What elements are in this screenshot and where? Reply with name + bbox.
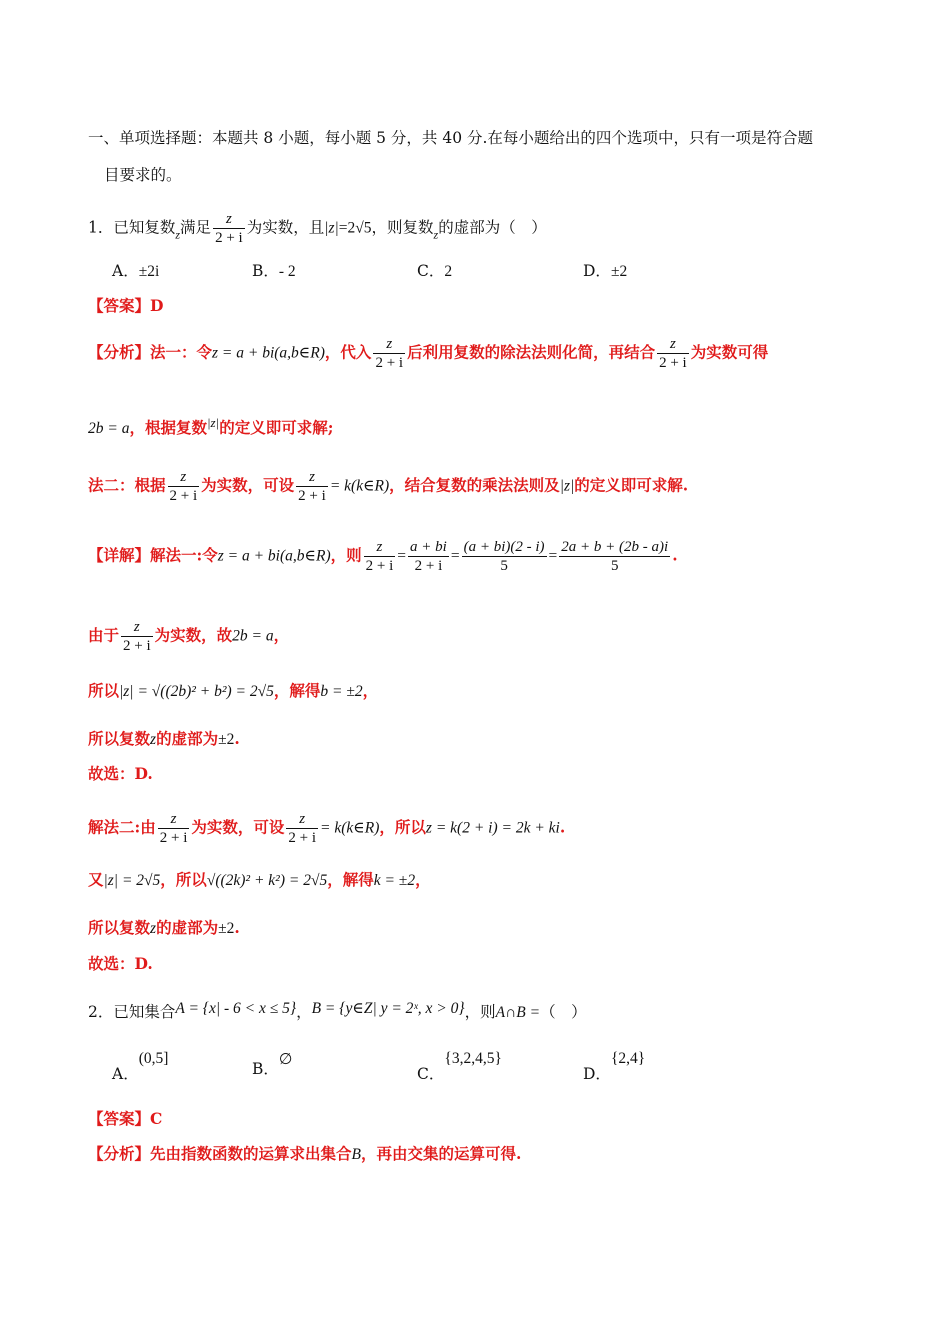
q1-stem: 1．已知复数$_z$满足 $\frac{z}{2 + i}$ 为实数，且|z|=2√5，则复数$_z$的虚部为（ ）: [88, 211, 547, 246]
q1-method2-line1: 解法二:由 $\frac{z}{2 + i}$ 为实数，可设 $\frac{z}{2 + i}$ = k(k∈R)，所以z = k(2 + i) = 2k + ki.: [88, 811, 566, 846]
q1-choose1: 故选：D.: [88, 764, 153, 783]
q1-analysis-line2: 2b = a，根据复数$^{|z|}$的定义即可求解;: [88, 415, 334, 437]
q1-so-line3: 所以复数z的虚部为±2.: [88, 918, 240, 937]
q1-since-line: 由于 $\frac{z}{2 + i}$ 为实数，故2b = a，: [88, 619, 290, 654]
q1-choose2: 故选：D.: [88, 954, 153, 973]
q2-option-d: D．{2,4}: [583, 1050, 646, 1083]
q1-so-line1: 所以|z| = √((2b)² + b²) = 2√5，解得b = ±2，: [88, 681, 379, 700]
q1-analysis-line1: 【分析】法一：令z = a + bi(a,b∈R)，代入 $\frac{z}{2 + i}$ 后利用复数的除法法则化简，再结合 $\frac{z}{2 + i}$ 为实数可得: [88, 336, 769, 371]
q2-option-b: B．∅: [252, 1051, 293, 1078]
q1-option-c: C．2: [417, 262, 453, 280]
q1-fraction: $\frac{z}{2 + i}$: [215, 211, 243, 246]
q1-option-d: D．±2: [583, 262, 628, 280]
q1-detail-line1: 【详解】解法一:令z = a + bi(a,b∈R)，则 $\frac{z}{2 + i}$ = $\frac{a + bi}{2 + i}$ = $\frac{(a + bi)(2 - i)}{5}$ = $\frac{2a + b + (2b - a)i}{5}$ .: [88, 539, 678, 574]
q2-answer: 【答案】C: [88, 1109, 163, 1128]
q2-stem: 2．已知集合A = {x| - 6 < x ≤ 5}，B = {y∈Z| y = 2ˣ, x > 0}，则A∩B =（ ）: [88, 1000, 587, 1021]
q1-so-line2: 所以复数z的虚部为±2.: [88, 729, 240, 748]
q2-option-c: C．{3,2,4,5}: [417, 1050, 502, 1083]
q1-also-line: 又|z| = 2√5，所以√((2k)² + k²) = 2√5，解得k = ±2，: [88, 870, 431, 889]
q1-method2-analysis: 法二：根据 $\frac{z}{2 + i}$ 为实数，可设 $\frac{z}{2 + i}$ = k(k∈R)，结合复数的乘法法则及|z|的定义即可求解.: [88, 469, 689, 504]
q1-option-a: A．±2i: [112, 262, 160, 280]
section-heading-line2: 目要求的。: [104, 166, 182, 184]
q1-answer: 【答案】D: [88, 296, 164, 315]
section-heading-line1: 一、单项选择题：本题共 8 小题，每小题 5 分，共 40 分.在每小题给出的四个选项中，只有一项是符合题: [88, 129, 813, 147]
q1-option-b: B．- 2: [252, 262, 296, 280]
q2-analysis: 【分析】先由指数函数的运算求出集合B，再由交集的运算可得.: [88, 1144, 522, 1163]
q2-option-a: A．(0,5]: [112, 1050, 169, 1083]
